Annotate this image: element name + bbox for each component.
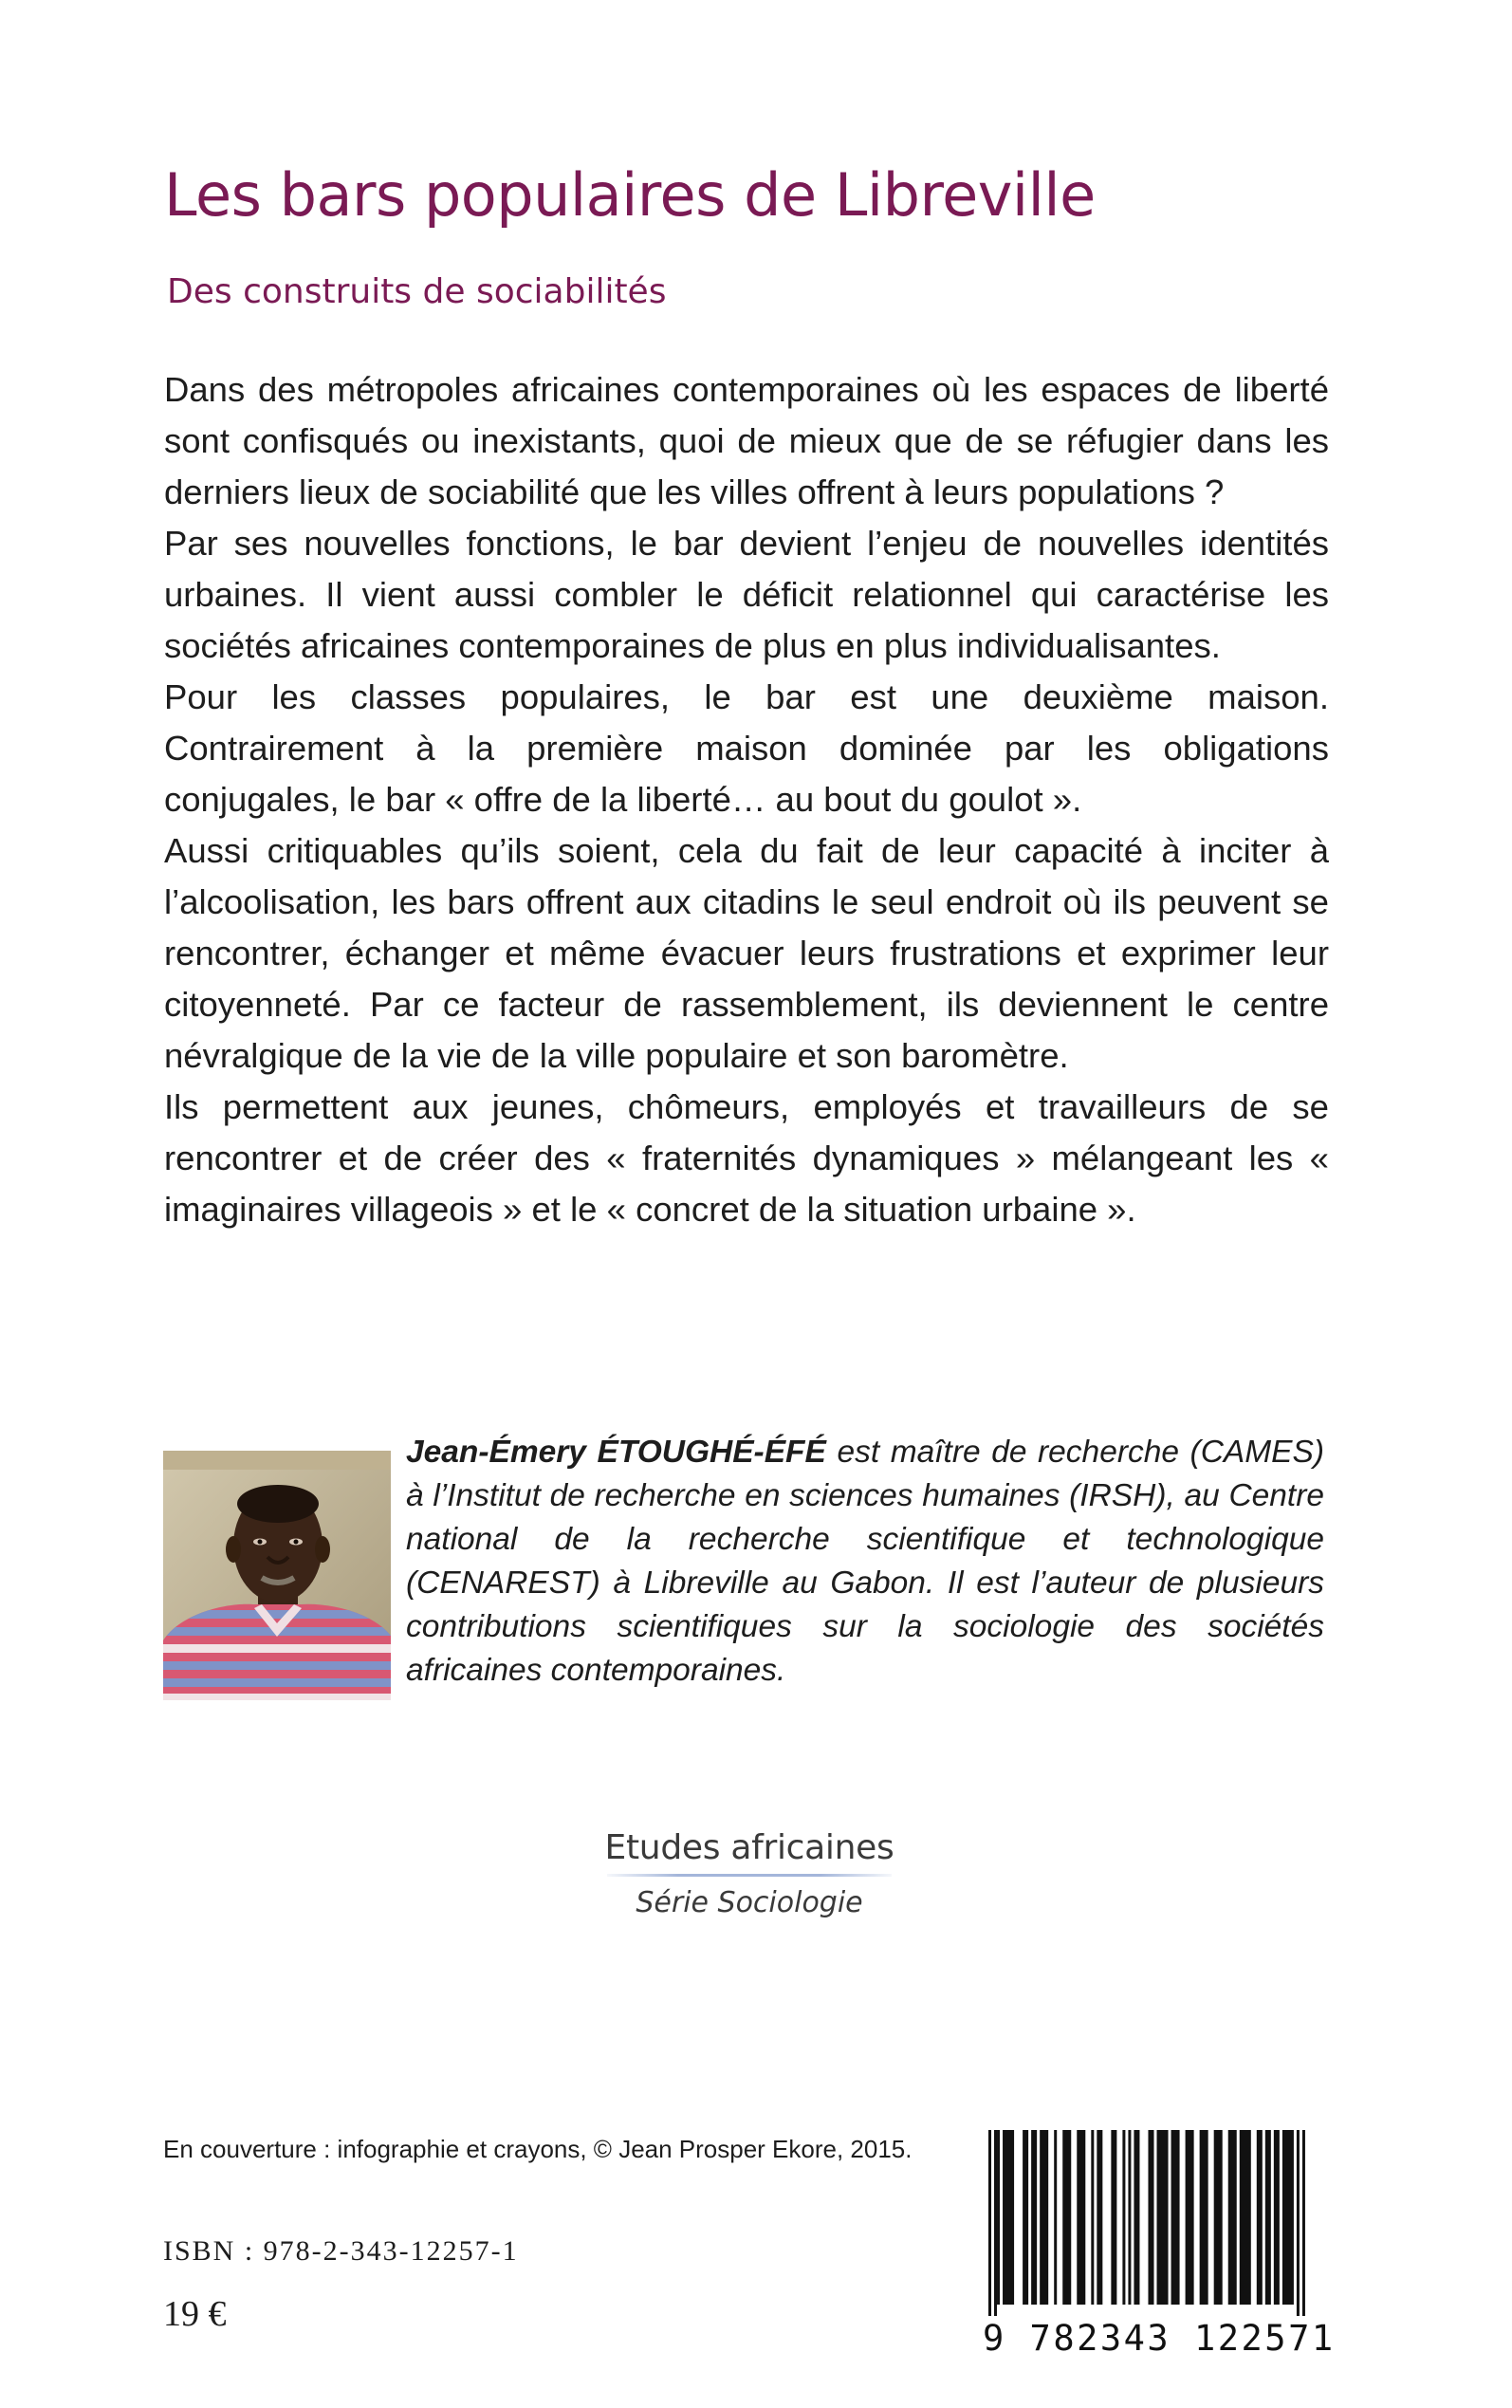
barcode-bar [1062,2130,1071,2305]
book-subtitle: Des construits de sociabilités [167,272,667,311]
barcode-bar [1040,2130,1048,2305]
cover-credit: En couverture : infographie et crayons, © Jean Prosper Ekore, 2015. [163,2135,913,2163]
barcode-bar [1265,2130,1271,2305]
collection-logo [512,1826,986,1922]
book-title: Les bars populaires de Libreville [164,160,1096,230]
author-bio-paragraph [406,1431,1324,1693]
author-name: Jean-Émery ÉTOUGHÉ-ÉFÉ [406,1435,826,1470]
barcode-guard-bar [1297,2130,1300,2316]
barcode-bar [1128,2130,1131,2305]
barcode-bars [983,2130,1328,2316]
barcode-bar [1023,2130,1028,2305]
collection-name: Etudes africaines [604,1828,894,1867]
blurb-paragraph: Dans des métropoles africaines contemporaines où les espaces de liberté sont confisqués ou inexistants, quoi de mieux que de se réfugier dans les derniers lieux de sociabilité que les villes offrent à leurs populations ? [164,370,1329,511]
barcode-bar [1148,2130,1153,2305]
barcode-bar [997,2130,1000,2305]
barcode-bar [1031,2130,1037,2305]
blurb-paragraph: Aussi critiquables qu’ils soient, cela du fait de leur capacité à inciter à l’alcoolisation, les bars offrent aux citadins le seul endroit où ils peuvent se rencontrer, échanger et même évacuer leurs frustrations et exprimer leur citoyenneté. Par ce facteur de rassemblement, ils deviennent le centre névralgique de la vie de la ville populaire et son baromètre. [164,831,1329,1075]
barcode-guard-bar [988,2130,991,2316]
barcode-bar [1003,2130,1014,2305]
blurb-paragraph: Pour les classes populaires, le bar est une deuxième maison. Contrairement à la première maison dominée par les obligations conjugales, le bar « offre de la liberté… au bout du goulot ». [164,677,1329,819]
barcode-bar [1111,2130,1116,2305]
barcode-bar [1186,2130,1194,2305]
author-portrait-illustration [163,1451,391,1700]
author-bio-text: est maître de recherche (CAMES) à l’Institut de recherche en sciences humaines (IRSH), au Centre national de la recherche scientifique et technologique (CENAREST) à Libreville au Gabon. Il est l’auteur de plusieurs contributions scientifiques sur la sociologie des sociétés africaines contemporaines. [406,1435,1324,1688]
back-cover-blurb [164,364,1329,1235]
barcode [983,2130,1336,2360]
barcode-bar [1134,2130,1139,2305]
barcode-bar [1214,2130,1223,2305]
collection-divider [607,1874,892,1877]
author-photo [163,1451,391,1700]
barcode-bar [1200,2130,1208,2305]
barcode-bar [1282,2130,1294,2305]
barcode-bar [1097,2130,1102,2305]
barcode-bar [1228,2130,1237,2305]
barcode-guard-bar [994,2130,997,2316]
author-bio [406,1431,1324,1693]
barcode-bar [1054,2130,1057,2305]
isbn: ISBN : 978-2-343-12257-1 [163,2235,519,2267]
barcode-bar [1091,2130,1094,2305]
barcode-bar [1257,2130,1263,2305]
barcode-bar [1157,2130,1169,2305]
barcode-bar [1077,2130,1085,2305]
blurb-paragraph: Ils permettent aux jeunes, chômeurs, employés et travailleurs de se rencontrer et de créer des « fraternités dynamiques » mélangeant les « imaginaires villageois » et le « concret de la situation urbaine ». [164,1087,1329,1229]
price: 19 € [163,2294,227,2334]
barcode-bar [1122,2130,1125,2305]
barcode-bar [1171,2130,1180,2305]
barcode-bar [1274,2130,1280,2305]
blurb-paragraph: Par ses nouvelles fonctions, le bar devient l’enjeu de nouvelles identités urbaines. Il vient aussi combler le déficit relationnel qui caractérise les sociétés africaines contemporaines de plus en plus individualisantes. [164,524,1329,665]
barcode-digits: 9 782343 122571 [983,2318,1336,2359]
barcode-bar [1240,2130,1251,2305]
barcode-guard-bar [1302,2130,1305,2316]
collection-series: Série Sociologie [636,1886,863,1919]
